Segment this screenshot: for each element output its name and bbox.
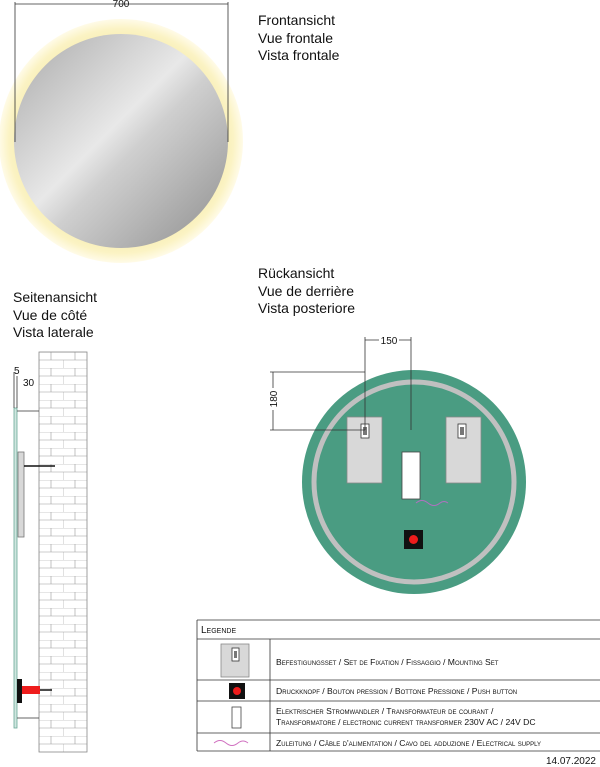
legend-item-push-button: Druckknopf / Bouton pression / Bottone Pressione / Push button: [276, 686, 518, 696]
push-button-side: [17, 679, 22, 703]
back-dimension-150: 150: [380, 336, 398, 347]
side-title-it: Vista laterale: [13, 324, 94, 340]
transformer-icon: [232, 707, 241, 728]
side-view: [13, 289, 97, 752]
mirror-surface: [14, 34, 228, 248]
back-title-de: Rückansicht: [258, 265, 335, 281]
push-button-icon: [229, 683, 245, 699]
legend-item-cable: Zuleitung / Câble d'alimentation / Cavo del adduzione / Electrical supply: [276, 738, 542, 748]
front-title-fr: Vue frontale: [258, 30, 333, 46]
front-title-it: Vista frontale: [258, 47, 340, 63]
transformer-box: [402, 452, 420, 499]
back-view: [258, 265, 526, 594]
brick-wall: [39, 352, 87, 752]
legend-item-transformer-line2: Transformatore / electronic current transformer 230V AC / 24V DC: [276, 717, 536, 727]
back-title-it: Vista posteriore: [258, 300, 356, 316]
front-dimension-700: 700: [112, 0, 130, 10]
side-dimension-30: 30: [23, 378, 35, 389]
side-title-de: Seitenansicht: [13, 289, 98, 305]
mounting-bracket-side: [18, 452, 24, 537]
legend-table: [197, 620, 600, 751]
side-title-fr: Vue de côté: [13, 307, 88, 323]
back-title-fr: Vue de derrière: [258, 283, 354, 299]
drawing-date: 14.07.2022: [545, 756, 596, 767]
power-cable-icon: [214, 741, 248, 746]
front-view: [0, 0, 340, 263]
legend-item-transformer-line1: Elektrischer Stromwandler / Transformateur de courant /: [276, 706, 494, 716]
front-title-de: Frontansicht: [258, 12, 336, 28]
mirror-glass-side: [14, 408, 17, 728]
side-dimension-5: 5: [14, 366, 20, 377]
legend-title: Legende: [201, 625, 237, 636]
legend-item-mounting-set: Befestigungsset / Set de Fixation / Fissaggio / Mounting Set: [276, 657, 499, 667]
mounting-set-icon: [221, 644, 249, 677]
back-dimension-180: 180: [269, 390, 280, 408]
